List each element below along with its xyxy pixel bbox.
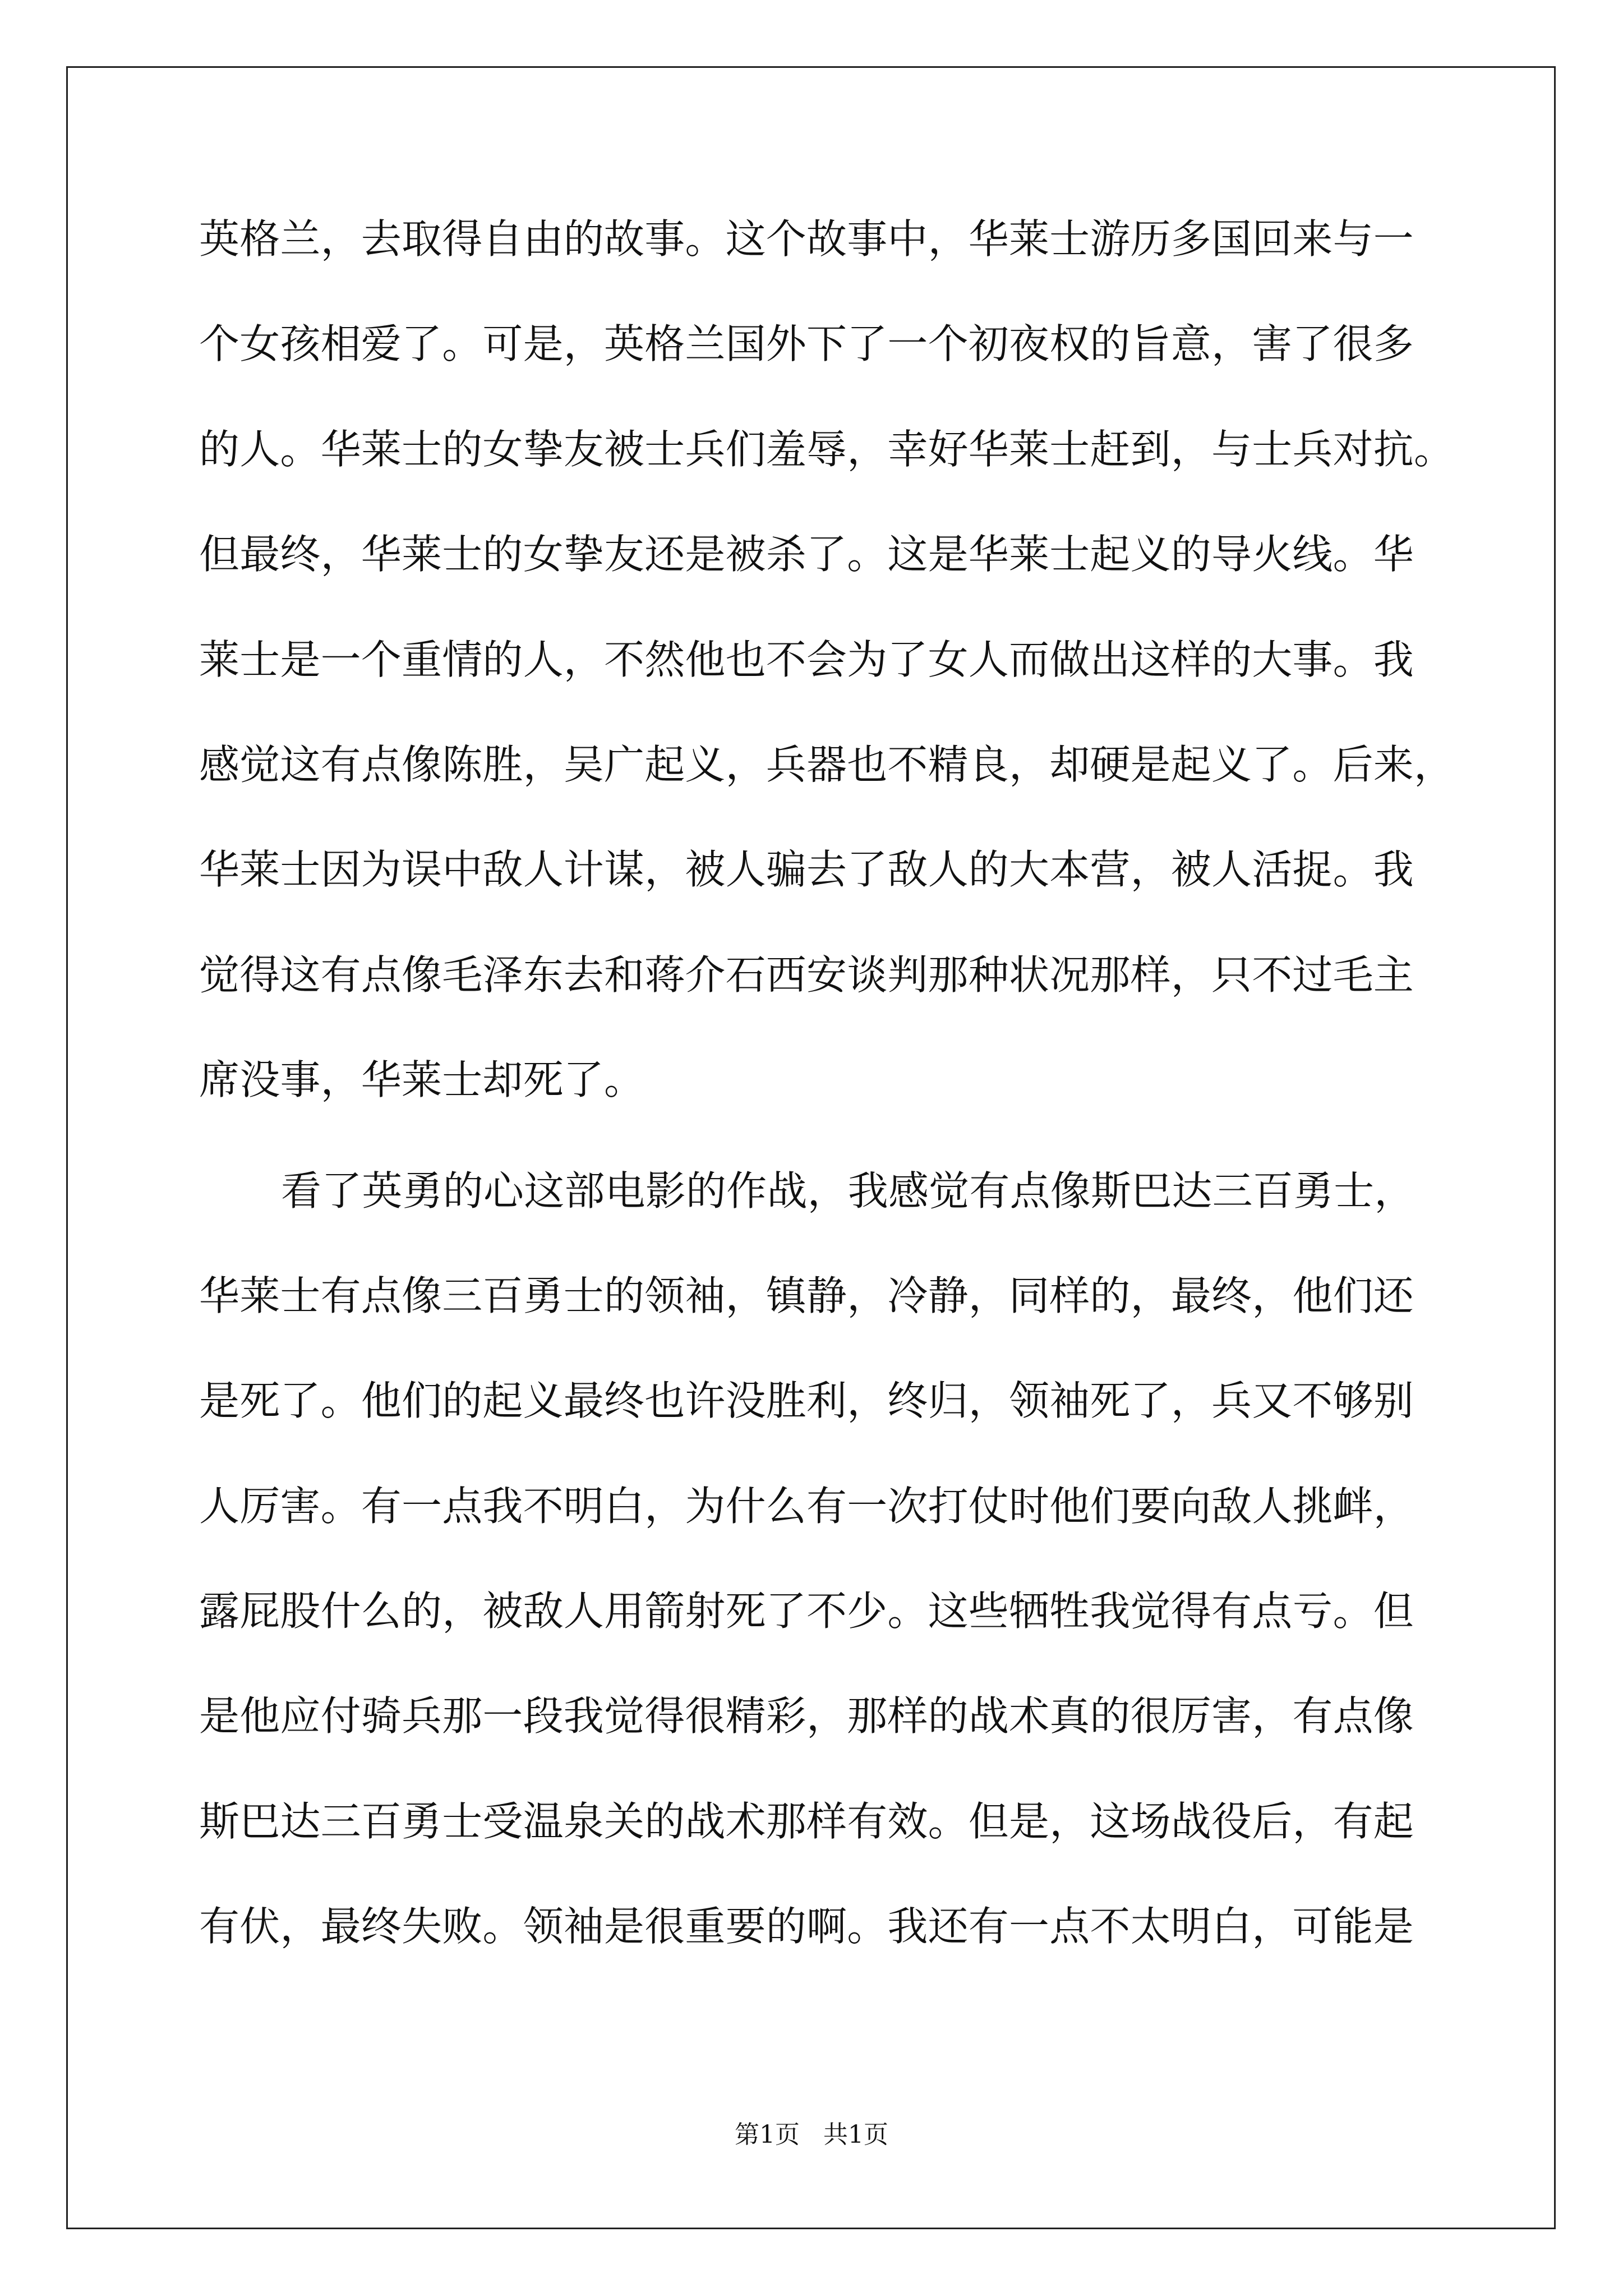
page-number-footer: 第1页 共1页	[735, 2120, 888, 2149]
document-body	[199, 213, 1455, 2006]
text-line: 露屁股什么的，被敌人用箭射死了不少。这些牺牲我觉得有点亏。但	[199, 1588, 1414, 1635]
text-line: 看了英勇的心这部电影的作战，我感觉有点像斯巴达三百勇士，	[281, 1167, 1415, 1214]
text-line: 斯巴达三百勇士受温泉关的战术那样有效。但是，这场战役后，有起	[199, 1797, 1414, 1845]
text-line: 是死了。他们的起义最终也许没胜利，终归，领袖死了，兵又不够别	[199, 1377, 1414, 1425]
text-line: 有伏，最终失败。领袖是很重要的啊。我还有一点不太明白，可能是	[199, 1903, 1414, 1950]
paragraph-1	[199, 213, 1455, 1159]
text-line: 但最终，华莱士的女挚友还是被杀了。这是华莱士起义的导火线。华	[199, 531, 1414, 578]
text-line: 人厉害。有一点我不明白，为什么有一次打仗时他们要向敌人挑衅，	[199, 1482, 1414, 1530]
text-line: 华莱士因为误中敌人计谋，被人骗去了敌人的大本营，被人活捉。我	[199, 846, 1414, 894]
text-line: 的人。华莱士的女挚友被士兵们羞辱，幸好华莱士赶到，与士兵对抗。	[199, 425, 1455, 473]
paragraph-gap	[199, 1159, 1433, 1165]
text-line: 华莱士有点像三百勇士的领袖，镇静，冷静，同样的，最终，他们还	[199, 1272, 1414, 1319]
text-line: 莱士是一个重情的人，不然他也不会为了女人而做出这样的大事。我	[199, 636, 1414, 683]
text-line: 席没事，华莱士却死了。	[199, 1056, 645, 1104]
text-line: 感觉这有点像陈胜，吴广起义，兵器也不精良，却硬是起义了。后来，	[199, 740, 1455, 788]
paragraph-2	[199, 1165, 1433, 2006]
text-line: 觉得这有点像毛泽东去和蒋介石西安谈判那种状况那样，只不过毛主	[199, 951, 1414, 999]
text-line: 是他应付骑兵那一段我觉得很精彩，那样的战术真的很厉害，有点像	[199, 1692, 1414, 1740]
text-line: 个女孩相爱了。可是，英格兰国外下了一个初夜权的旨意，害了很多	[199, 320, 1414, 368]
text-line: 英格兰，去取得自由的故事。这个故事中，华莱士游历多国回来与一	[199, 215, 1414, 263]
